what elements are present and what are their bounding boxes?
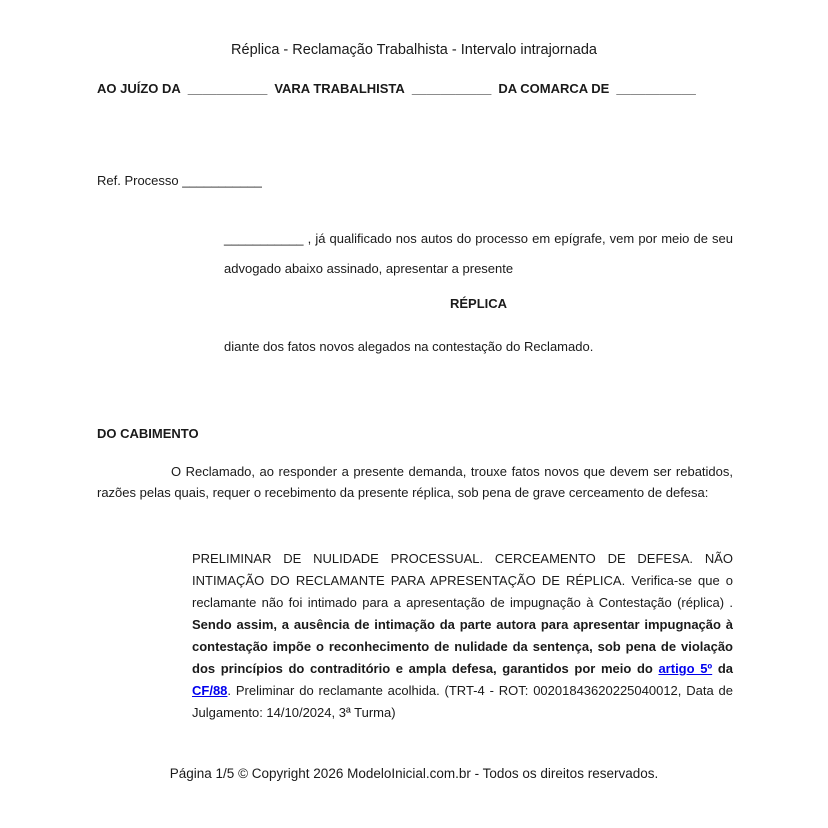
court-blank-1: ___________ — [187, 81, 268, 96]
copyright-text: © Copyright 2026 ModeloInicial.com.br - Todos os direitos reservados. — [238, 766, 659, 781]
link-artigo-5[interactable]: artigo 5º — [658, 661, 713, 676]
page-title: Réplica - Reclamação Trabalhista - Intervalo intrajornada — [231, 42, 597, 58]
quote-bold-1: Sendo assim, a ausência de intimação da parte autora para apresentar impugnação à contestação impõe o reconhecimento de nulidade da sentença, sob pena de violação dos princípios do contraditório e ampla defesa, garantidos por meio do — [192, 617, 733, 676]
page-indicator: Página 1/5 — [169, 766, 235, 781]
court-line-part2: VARA TRABALHISTA — [274, 81, 405, 96]
ref-processo-blank: ___________ — [182, 173, 262, 188]
court-line-part1: AO JUÍZO DA — [97, 81, 181, 96]
court-header-line — [97, 80, 737, 97]
intro-continuation: diante dos fatos novos alegados na contestação do Reclamado. — [224, 339, 594, 354]
ref-processo-line — [97, 172, 262, 189]
quote-normal-2: . Preliminar do reclamante acolhida. (TRT-4 - ROT: 00201843620225040012, Data de Julgamento: 14/10/2024, 3ª Turma) — [192, 683, 733, 720]
intro-paragraph — [224, 224, 733, 283]
link-cf88[interactable]: CF/88 — [192, 683, 228, 698]
body-paragraph: O Reclamado, ao responder a presente demanda, trouxe fatos novos que devem ser rebatidos, razões pelas quais, requer o recebimento da presente réplica, sob pena de grave cerceamento de defesa: — [97, 464, 733, 501]
section-heading-cabimento: DO CABIMENTO — [97, 426, 199, 441]
doc-type-heading: RÉPLICA — [449, 296, 508, 311]
quote-normal-1: PRELIMINAR DE NULIDADE PROCESSUAL. CERCEAMENTO DE DEFESA. NÃO INTIMAÇÃO DO RECLAMANTE PARA APRESENTAÇÃO DE RÉPLICA. Verifica-se que o reclamante não foi intimado para a apresentação de impugnação à Contestação (réplica) . — [192, 551, 733, 610]
page-footer — [0, 765, 828, 783]
intro-paragraph-text: , já qualificado nos autos do processo em epígrafe, vem por meio de seu advogado abaixo assinado, apresentar a presente — [224, 231, 733, 276]
ref-processo-label: Ref. Processo — [97, 173, 179, 188]
court-line-part3: DA COMARCA DE — [498, 81, 610, 96]
jurisprudence-quote — [192, 548, 733, 724]
court-blank-2: ___________ — [411, 81, 492, 96]
court-blank-3: ___________ — [616, 81, 696, 96]
party-name-blank: ___________ — [224, 231, 304, 246]
quote-bold-2: da — [712, 661, 733, 676]
